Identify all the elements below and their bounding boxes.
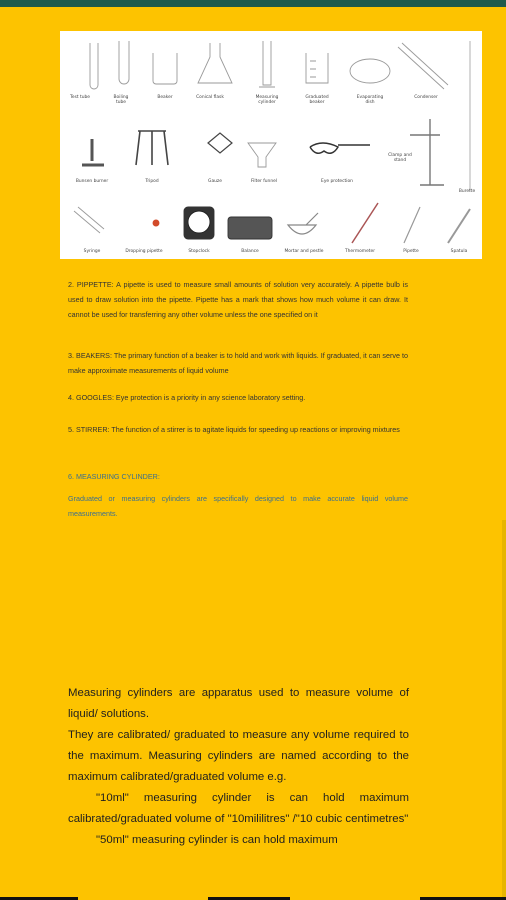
test-tube-drawing	[90, 43, 98, 89]
beaker-drawing	[153, 53, 177, 84]
notes-paragraph-1: Measuring cylinders are apparatus used to measure volume of liquid/ solutions.	[68, 687, 409, 720]
label-mortar-pestle: Mortar and pestle	[284, 249, 324, 254]
scrollbar[interactable]	[502, 520, 506, 900]
label-syringe: Syringe	[83, 249, 101, 254]
notes-paragraph-2: They are calibrated/ graduated to measure any volume required to the maximum. Measuring cylinders are named according to the maximum calibrated/graduated volume e.g.	[68, 729, 409, 783]
label-measuring-cylinder: Measuring cylinder	[255, 95, 279, 105]
label-evaporating-dish: Evaporating dish	[356, 95, 384, 105]
label-conical-flask: Conical flask	[196, 95, 224, 100]
filter-funnel-drawing	[248, 143, 276, 167]
top-status-bar	[0, 0, 506, 7]
label-balance: Balance	[241, 249, 259, 254]
label-condenser: Condenser	[414, 95, 438, 100]
label-dropping-pipette: Dropping pipette	[125, 249, 163, 254]
measuring-cylinder-paragraph: Graduated or measuring cylinders are specifically designed to make accurate liquid volume measurements.	[68, 494, 408, 518]
pipette-drawing	[404, 207, 420, 243]
mortar-pestle-drawing	[288, 213, 318, 234]
label-boiling-tube: Boiling tube	[113, 95, 129, 105]
thermometer-drawing	[352, 203, 378, 243]
label-graduated-beaker: Graduated beaker	[305, 95, 329, 105]
balance-drawing	[228, 217, 272, 239]
label-spatula: Spatula	[450, 249, 468, 254]
condenser-drawing	[398, 43, 448, 89]
tripod-drawing	[136, 131, 168, 165]
label-filter-funnel: Filter funnel	[250, 179, 278, 184]
label-bunsen-burner: Bunsen burner	[75, 179, 109, 184]
graduated-beaker-drawing	[306, 53, 328, 83]
evaporating-dish-drawing	[350, 59, 390, 83]
label-clamp-stand: Clamp and stand	[388, 153, 412, 163]
measuring-cylinder-heading: 6. MEASURING CYLINDER:	[68, 472, 160, 481]
conical-flask-drawing	[198, 43, 232, 83]
clamp-stand-drawing	[410, 119, 444, 185]
googles-paragraph: 4. GOOGLES: Eye protection is a priority in any science laboratory setting.	[68, 393, 306, 402]
label-eye-protection: Eye protection	[321, 179, 353, 184]
apparatus-drawings	[60, 31, 482, 259]
label-pipette: Pipette	[403, 249, 419, 254]
label-gauze: Gauze	[208, 179, 222, 184]
goggles-drawing	[310, 143, 370, 153]
label-thermometer: Thermometer	[344, 249, 376, 254]
label-burette: Burette	[458, 189, 476, 194]
syringe-drawing	[74, 207, 104, 233]
lab-apparatus-figure	[60, 31, 482, 259]
spatula-drawing	[448, 209, 470, 243]
beakers-paragraph: 3. BEAKERS: The primary function of a beaker is to hold and work with liquids. If graduated, it can serve to make approximate measurements of liquid volume	[68, 351, 408, 375]
label-stopclock: Stopclock	[188, 249, 210, 254]
label-test-tube: Test tube	[69, 95, 91, 100]
label-beaker: Beaker	[157, 95, 173, 100]
stirrer-paragraph: 5. STIRRER: The function of a stirrer is to agitate liquids for speeding up reactions or improving mixtures	[68, 425, 400, 434]
pipette-paragraph: 2. PIPPETTE: A pipette is used to measure small amounts of solution very accurately. A pipette bulb is used to draw solution into the pipette. Pipette has a mark that shows how much volume it can draw. It cannot be used for transferring any other volume unless the one specified on it	[68, 280, 408, 319]
notes-paragraph-4: "50ml" measuring cylinder is can hold maximum	[96, 834, 338, 846]
measuring-cylinder-drawing	[259, 41, 275, 87]
dropping-pipette-drawing	[153, 220, 159, 226]
measuring-cylinder-notes	[68, 683, 409, 851]
label-tripod: Tripod	[145, 179, 159, 184]
notes-paragraph-3: "10ml" measuring cylinder is can hold maximum calibrated/graduated volume of "10mililitres" /"10 cubic centimetres"	[68, 792, 409, 825]
gauze-drawing	[208, 133, 232, 153]
boiling-tube-drawing	[119, 41, 129, 84]
bunsen-burner-drawing	[82, 139, 104, 165]
